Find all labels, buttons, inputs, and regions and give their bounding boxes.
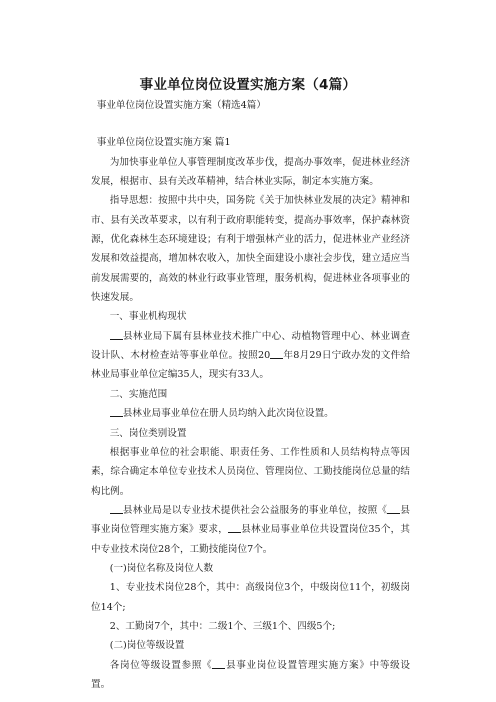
document-body — [91, 96, 410, 694]
blank-underline — [228, 523, 241, 533]
paragraph-intro: 为加快事业单位人事管理制度改革步伐，提高办事效率，促进林业经济发展，根据市、县有关改革精神，结合林业实际，制定本实施方案。 — [91, 156, 410, 188]
paragraph-text: 县林业局事业单位在册人员均纳入此次岗位设置。 — [122, 408, 334, 420]
spacer — [91, 115, 410, 133]
paragraph-guiding-thought: 指导思想：按照中共中央，国务院《关于加快林业发展的决定》精神和市、县有关改革要求，以有利于政府职能转变，提高办事效率，保护森林资源，优化森林生态环境建设；有利于增强林产业的活力，促进林业产业经济发展和效益提高，增加林农收入，加快全面建设小康社会步伐，建立适应当前发展需要的，高效的林业行政事业管理，服务机构，促进林业各项事业的快速发展。 — [91, 195, 410, 304]
paragraph-worker-posts: 2、工勤岗7个，其中：二级1个、三级1个、四级5个; — [109, 620, 336, 632]
blank-underline — [110, 330, 123, 340]
heading-current-status: 一、事业机构现状 — [109, 311, 187, 323]
paragraph-text: 各岗位等级设置参照《 — [109, 659, 213, 671]
paragraph-post-totals — [91, 501, 410, 559]
paragraph-text: 县林业局是以专业技术提供社会公益服务的事业单位，按照《 — [122, 504, 388, 516]
paragraph-post-levels — [91, 656, 410, 695]
paragraph-text: 县林业局事业单位共设置岗位35个，其中专业技术岗位28个，工勤技能岗位7个。 — [91, 524, 410, 555]
heading-post-names: (一)岗位名称及岗位人数 — [109, 562, 214, 574]
blank-underline — [110, 504, 123, 514]
blank-underline — [212, 659, 225, 669]
heading-post-categories: 三、岗位类别设置 — [109, 427, 187, 439]
paragraph-text: 县事业岗位管理实施方案》要求， — [91, 504, 411, 536]
blank-underline — [110, 407, 123, 417]
paragraph-current-status — [91, 327, 410, 385]
paragraph-text: 县事业岗位设置管理实施方案》中等级设置。 — [91, 659, 411, 690]
blank-underline — [387, 504, 400, 514]
paragraph-text: 年8月29日宁政办发的文件给林业局事业单位定编35人，现实有33人。 — [91, 350, 410, 381]
paragraph-scope — [91, 404, 410, 423]
paragraph-post-categories: 根据事业单位的社会职能、职责任务、工作性质和人员结构特点等因素，综合确定本单位专业技术人员岗位、管理岗位、工勤技能岗位总量的结构比例。 — [91, 446, 410, 497]
document-title: 事业单位岗位设置实施方案（4篇） — [139, 77, 357, 93]
paragraph-technical-posts: 1、专业技术岗位28个，其中：高级岗位3个，中级岗位11个，初级岗位14个; — [91, 582, 410, 613]
document-subtitle: 事业单位岗位设置实施方案（精选4篇） — [96, 100, 266, 111]
section-heading: 事业单位岗位设置实施方案 篇1 — [96, 137, 231, 149]
heading-post-levels: (二)岗位等级设置 — [109, 640, 185, 652]
paragraph-text: 县林业局下属有县林业技术推广中心、动植物管理中心、林业调查设计队、木材检查站等事业单位。按照20 — [91, 330, 410, 362]
blank-underline — [270, 349, 283, 359]
heading-scope: 二、实施范围 — [109, 388, 168, 400]
